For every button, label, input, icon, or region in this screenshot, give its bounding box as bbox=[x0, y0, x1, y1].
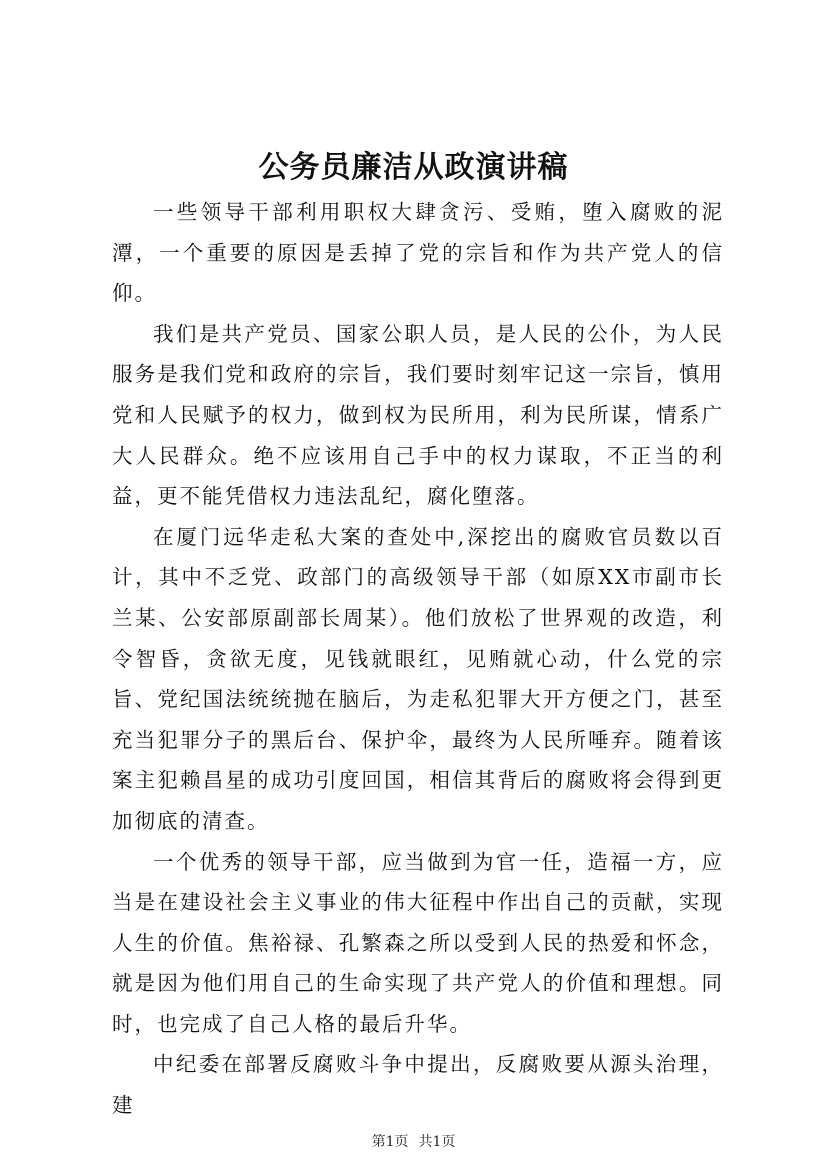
page-number-total: 共1页 bbox=[418, 1134, 456, 1150]
page-number-current: 第1页 bbox=[371, 1134, 409, 1150]
paragraph-1: 一些领导干部利用职权大肆贪污、受贿，堕入腐败的泥潭，一个重要的原因是丢掉了党的宗旨和作为共产党人的信仰。 bbox=[112, 200, 724, 306]
paragraph-5: 中纪委在部署反腐败斗争中提出，反腐败要从源头治理，建 bbox=[112, 1052, 724, 1118]
paragraph-3: 在厦门远华走私大案的查处中,深挖出的腐败官员数以百计，其中不乏党、政部门的高级领导干部（如原XX市副市长兰某、公安部原副部长周某）。他们放松了世界观的改造，利令智昏，贪欲无度，见钱就眼红，见贿就心动，什么党的宗旨、党纪国法统统抛在脑后，为走私犯罪大开方便之门，甚至充当犯罪分子的黑后台、保护伞，最终为人民所唾弃。随着该案主犯赖昌星的成功引度回国，相信其背后的腐败将会得到更加彻底的清查。 bbox=[112, 524, 724, 833]
paragraph-2: 我们是共产党员、国家公职人员，是人民的公仆，为人民服务是我们党和政府的宗旨，我们要时刻牢记这一宗旨，慎用党和人民赋予的权力，做到权为民所用，利为民所谋，情系广大人民群众。绝不应该用自己手中的权力谋取，不正当的利益，更不能凭借权力违法乱纪，腐化堕落。 bbox=[112, 321, 724, 509]
document-body bbox=[112, 192, 724, 1126]
document-title: 公务员廉洁从政演讲稿 bbox=[258, 150, 569, 185]
page-footer bbox=[0, 1132, 827, 1152]
paragraph-4: 一个优秀的领导干部，应当做到为官一任，造福一方，应当是在建设社会主义事业的伟大征程中作出自己的贡献，实现人生的价值。焦裕禄、孔繁森之所以受到人民的热爱和怀念，就是因为他们用自己的生命实现了共产党人的价值和理想。同时，也完成了自己人格的最后升华。 bbox=[112, 849, 724, 1036]
